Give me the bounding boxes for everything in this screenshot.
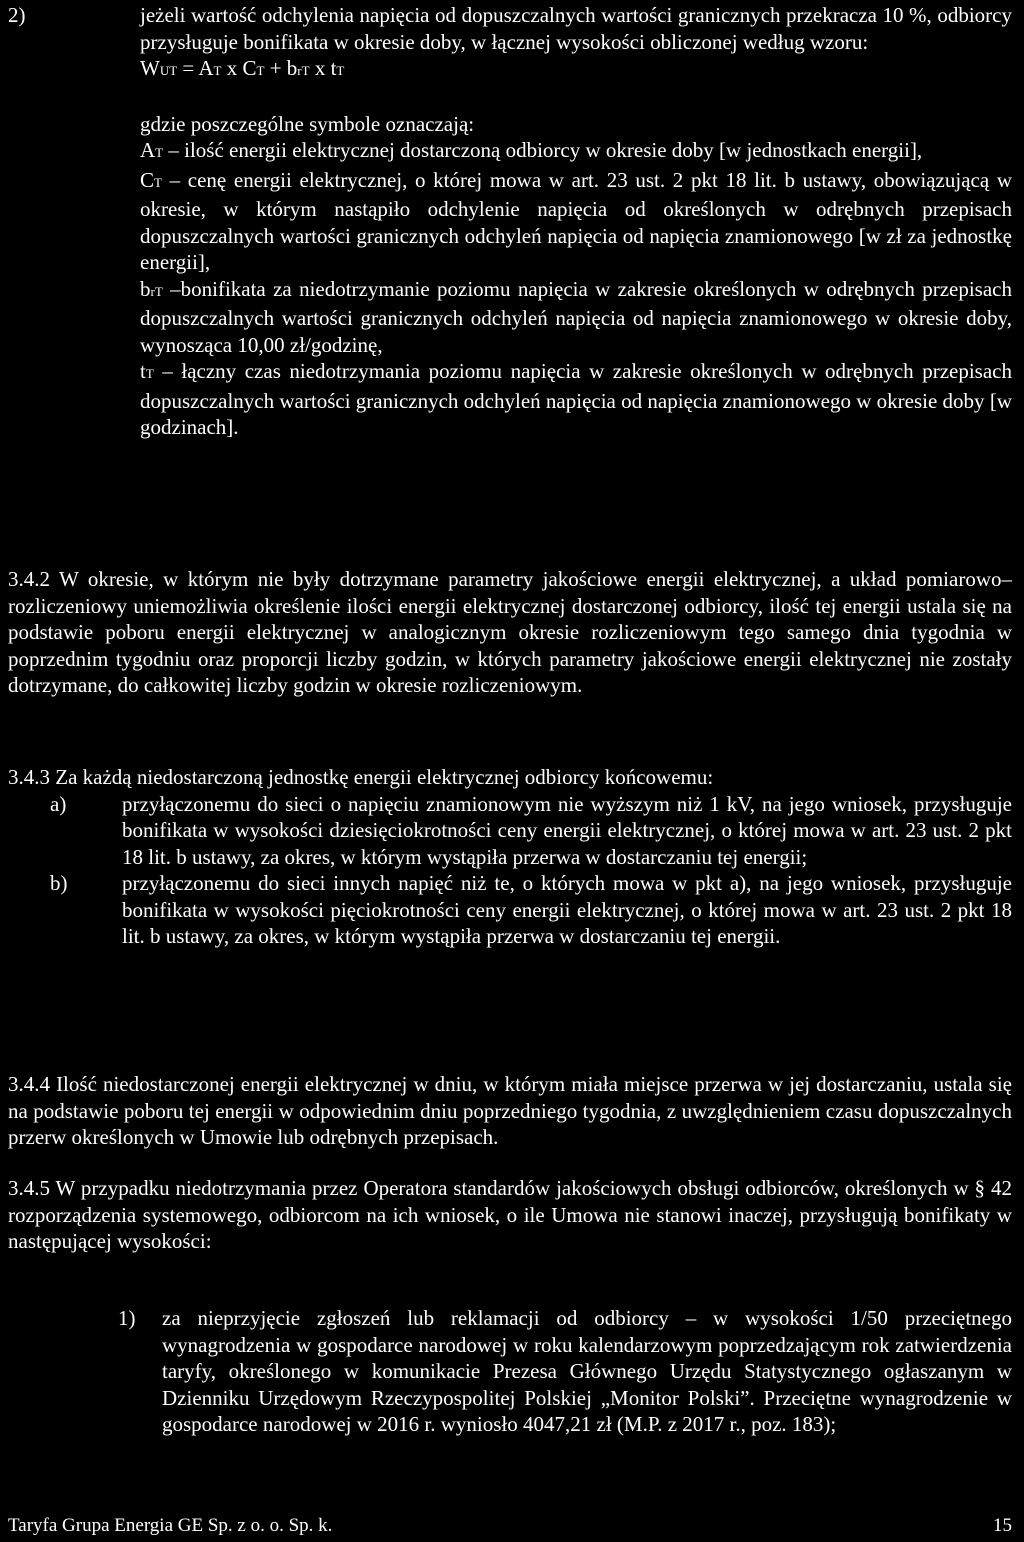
section-3-4-3-heading: 3.4.3 Za każdą niedostarczoną jednostkę energii elektrycznej odbiorcy końcowemu:	[8, 765, 714, 789]
section-3-4-3-item-b	[8, 870, 1012, 950]
section-3-4-2-text: 3.4.2 W okresie, w którym nie były dotrzymane parametry jakościowe energii elektrycznej, a układ pomiarowo–rozliczeniowy uniemożliwia określenie ilości energii elektrycznej dostarczonej odbiorcy, ilość tej energii ustala się na podstawie poboru energii elektrycznej w analogicznym okresie rozliczeniowym tego samego dnia tygodnia w poprzednim tygodniu oraz proporcji liczby godzin, w których parametry jakościowe energii elektrycznej nie zostały dotrzymane, do całkowitej liczby godzin w okresie rozliczeniowym.	[8, 567, 1012, 697]
section-3-4-5-list	[8, 1305, 1012, 1438]
item-1-text: za nieprzyjęcie zgłoszeń lub reklamacji od odbiorcy – w wysokości 1/50 przeciętnego wynagrodzenia w gospodarce narodowej w roku kalendarzowym poprzedzającym rok zatwierdzenia taryfy, określonego w komunikacie Prezesa Głównego Urzędu Statystycznego ogłaszanym w Dzienniku Urzędowym Rzeczypospolitej Polskiej „Monitor Polski”. Przeciętne wynagrodzenie w gospodarce narodowej w 2016 r. wyniosło 4047,21 zł (M.P. z 2017 r., poz. 183);	[162, 1306, 1012, 1436]
definition-ct: CT – cenę energii elektrycznej, o której mowa w art. 23 ust. 2 pkt 18 lit. b ustawy, obowiązującą w okresie, w którym nastąpiło odchylenie napięcia od określonych w odrębnych przepisach dopuszczalnych wartości granicznych odchyleń napięcia od napięcia znamionowego [w zł za jednostkę energii],	[140, 167, 1012, 274]
formula: WUT = AT x CT + brT x tT	[140, 56, 345, 80]
item-2-label: 2)	[8, 3, 26, 27]
section-3-4-4	[8, 1071, 1012, 1151]
section-3-4-2	[8, 566, 1012, 699]
section-3-4-4-text: 3.4.4 Ilość niedostarczonej energii elektrycznej w dniu, w którym miała miejsce przerwa w jej dostarczaniu, ustala się na podstawie poboru tej energii w odpowiednim dniu poprzedniego tygodnia, z uwzględnieniem czasu dopuszczalnych przerw określonych w Umowie lub odrębnych przepisach.	[8, 1072, 1012, 1149]
definition-tt: tT – łączny czas niedotrzymania poziomu napięcia w zakresie określonych w odrębnych przepisach dopuszczalnych wartości granicznych odchyleń napięcia od napięcia znamionowego w okresie doby [w godzinach].	[140, 359, 1012, 439]
item-a-label: a)	[50, 791, 67, 816]
page-number: 15	[993, 1515, 1012, 1536]
item-b-text: przyłączonemu do sieci innych napięć niż te, o których mowa w pkt a), na jego wniosek, przysługuje bonifikata w wysokości pięciokrotności ceny energii elektrycznej, o której mowa w art. 23 ust. 2 pkt 18 lit. b ustawy, za okres, w którym wystąpiła przerwa w dostarczaniu tej energii.	[122, 871, 1012, 948]
page-footer	[8, 1513, 1012, 1540]
section-3-4-5	[8, 1175, 1012, 1255]
section-3-4-5-item-1	[8, 1305, 1012, 1438]
definition-at: AT – ilość energii elektrycznej dostarczoną odbiorcy w okresie doby [w jednostkach energii],	[140, 138, 923, 162]
item-1-label: 1)	[118, 1306, 136, 1330]
item-2-intro: jeżeli wartość odchylenia napięcia od dopuszczalnych wartości granicznych przekracza 10 %, odbiorcy przysługuje bonifikata w okresie doby, w łącznej wysokości obliczonej według wzoru:	[140, 3, 1012, 54]
footer-title: Taryfa Grupa Energia GE Sp. z o. o. Sp. k.	[8, 1515, 333, 1536]
definition-brt: brT –bonifikata za niedotrzymanie poziomu napięcia w zakresie określonych w odrębnych przepisach dopuszczalnych wartości granicznych odchyleń napięcia od napięcia znamionowego w okresie doby, wynosząca 10,00 zł/godzinę,	[140, 276, 1012, 357]
item-a-text: przyłączonemu do sieci o napięciu znamionowym nie wyższym niż 1 kV, na jego wniosek, przysługuje bonifikata w wysokości dziesięciokrotności ceny energii elektrycznej, o której mowa w art. 23 ust. 2 pkt 18 lit. b ustawy, za okres, w którym wystąpiła przerwa w dostarczaniu tej energii;	[122, 791, 1012, 869]
section-3-4-5-text: 3.4.5 W przypadku niedotrzymania przez Operatora standardów jakościowych obsługi odbiorców, określonych w § 42 rozporządzenia systemowego, odbiorcom na ich wniosek, o ile Umowa nie stanowi inaczej, przysługują bonifikaty w następującej wysokości:	[8, 1176, 1012, 1253]
symbols-intro: gdzie poszczególne symbole oznaczają:	[140, 111, 475, 136]
section-3-4-3-item-a	[8, 791, 1012, 871]
item-2	[8, 2, 1012, 441]
item-b-label: b)	[50, 871, 68, 895]
section-3-4-3	[8, 764, 1012, 950]
